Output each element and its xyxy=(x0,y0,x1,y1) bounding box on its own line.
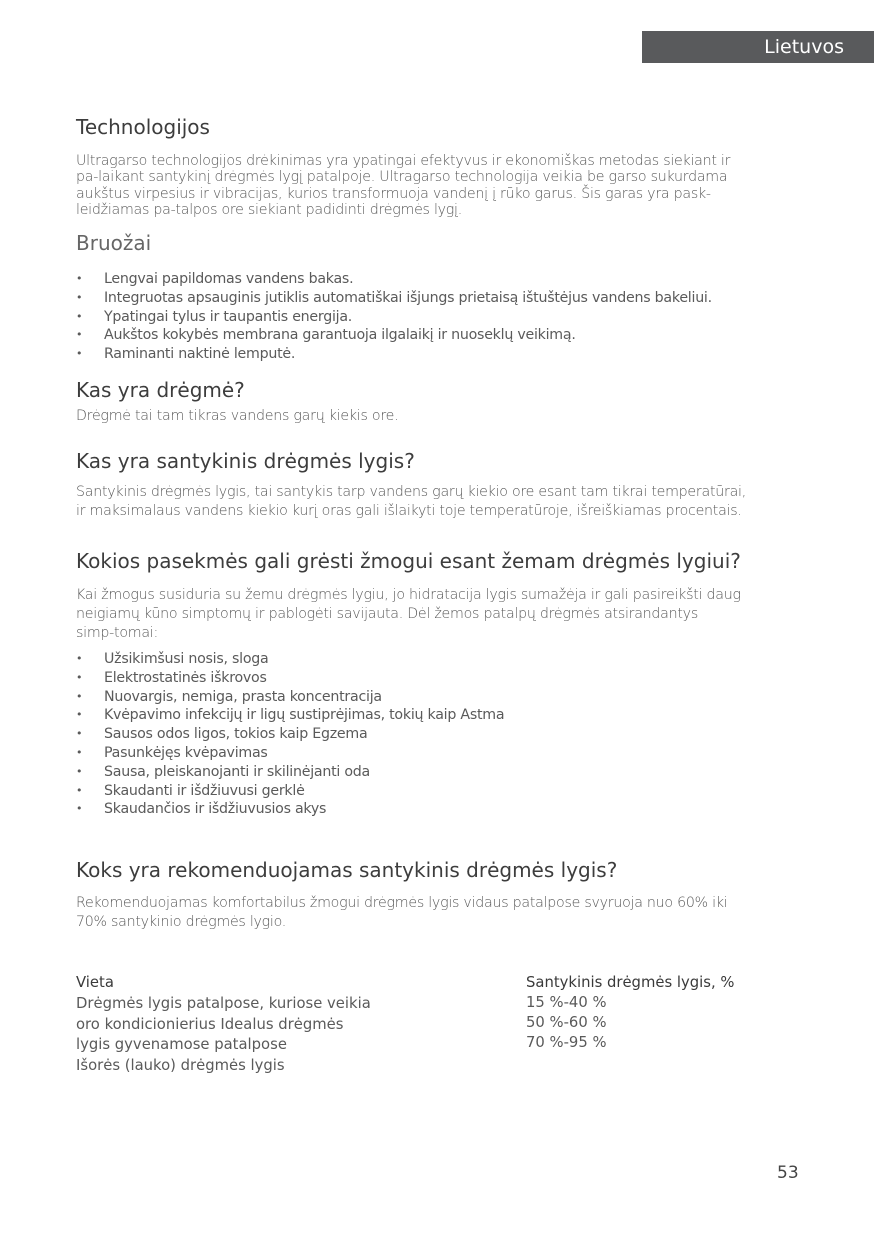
humidity-paragraph: Drėgmė tai tam tikras vandens garų kiekis ore. xyxy=(76,408,399,424)
list-item: • Elektrostatinės iškrovos xyxy=(76,669,504,688)
text-line: simp-tomai: xyxy=(76,625,159,641)
table-cell: 50 %-60 % xyxy=(526,1014,607,1031)
text-line: Kai žmogus susiduria su žemu drėgmės lygiu, jo hidratacija lygis sumažėja ir gali pasireikšti daug xyxy=(76,587,741,603)
list-item: • Sausa, pleiskanojanti ir skilinėjanti oda xyxy=(76,763,504,782)
table-cell: lygis gyvenamose patalpose xyxy=(76,1036,287,1054)
list-item: • Kvėpavimo infekcijų ir ligų sustiprėjimas, tokių kaip Astma xyxy=(76,706,504,725)
symptoms-list xyxy=(76,650,504,819)
text-line: Rekomenduojamas komfortabilus žmogui drėgmės lygis vidaus patalpose svyruoja nuo 60% iki xyxy=(76,895,728,911)
section-title-features: Bruožai xyxy=(76,231,152,255)
list-item: • Lengvai papildomas vandens bakas. xyxy=(76,270,712,289)
humidity-level-column-header: Santykinis drėgmės lygis, % xyxy=(526,974,735,991)
list-item: • Užsikimšusi nosis, sloga xyxy=(76,650,504,669)
text-line: aukštus virpesius ir vibracijas, kurios transformuoja vandenį į rūko garus. Šis garas yra pask- xyxy=(76,185,711,202)
table-cell: Išorės (lauko) drėgmės lygis xyxy=(76,1057,285,1075)
list-item: • Raminanti naktinė lemputė. xyxy=(76,345,712,364)
section-title-recommended: Koks yra rekomenduojamas santykinis drėgmės lygis? xyxy=(76,858,618,882)
technologies-paragraph xyxy=(76,153,800,219)
language-tab: Lietuvos xyxy=(642,31,874,63)
table-cell: oro kondicionierius Idealus drėgmės xyxy=(76,1015,344,1033)
list-item: • Sausos odos ligos, tokios kaip Egzema xyxy=(76,725,504,744)
text-line: Santykinis drėgmės lygis, tai santykis tarp vandens garų kiekio ore esant tam tikrai temperatūrai, xyxy=(76,484,746,500)
section-title-relative-humidity: Kas yra santykinis drėgmės lygis? xyxy=(76,449,415,473)
table-cell: 70 %-95 % xyxy=(526,1034,607,1051)
table-cell: Drėgmės lygis patalpose, kuriose veikia xyxy=(76,994,371,1012)
section-title-technologies: Technologijos xyxy=(76,115,210,139)
relative-humidity-paragraph xyxy=(76,483,800,521)
page-number: 53 xyxy=(777,1163,799,1183)
section-title-humidity: Kas yra drėgmė? xyxy=(76,378,245,402)
text-line: neigiamų kūno simptomų ir pablogėti savijauta. Dėl žemos patalpų drėgmės atsirandantys xyxy=(76,606,698,622)
list-item: • Skaudančios ir išdžiuvusios akys xyxy=(76,800,504,819)
text-line: pa-laikant santykinį drėgmės lygį patalpoje. Ultragarso technologija veikia be garso sukurdama xyxy=(76,169,728,186)
recommended-paragraph xyxy=(76,894,800,932)
list-item: • Pasunkėjęs kvėpavimas xyxy=(76,744,504,763)
consequences-paragraph xyxy=(76,586,800,643)
list-item: • Nuovargis, nemiga, prasta koncentracija xyxy=(76,688,504,707)
list-item: • Skaudanti ir išdžiuvusi gerklė xyxy=(76,782,504,801)
location-column xyxy=(76,973,371,1077)
text-line: Ultragarso technologijos drėkinimas yra ypatingai efektyvus ir ekonomiškas metodas siekiant ir xyxy=(76,153,731,169)
location-column-header: Vieta xyxy=(76,974,114,991)
features-list xyxy=(76,270,712,364)
list-item: • Ypatingai tylus ir taupantis energija. xyxy=(76,308,712,327)
text-line: ir maksimalaus vandens kiekio kurį oras gali išlaikyti toje temperatūroje, išreiškiamas procentais. xyxy=(76,503,742,519)
section-title-consequences: Kokios pasekmės gali grėsti žmogui esant žemam drėgmės lygiui? xyxy=(76,549,741,573)
list-item: • Integruotas apsauginis jutiklis automatiškai išjungs prietaisą ištuštėjus vandens bakeliui. xyxy=(76,289,712,308)
text-line: leidžiamas pa-talpos ore siekiant padidinti drėgmės lygį. xyxy=(76,202,463,219)
humidity-level-column xyxy=(526,973,734,1053)
table-cell: 15 %-40 % xyxy=(526,994,607,1011)
list-item: • Aukštos kokybės membrana garantuoja ilgalaikį ir nuoseklų veikimą. xyxy=(76,326,712,345)
text-line: 70% santykinio drėgmės lygio. xyxy=(76,914,287,930)
